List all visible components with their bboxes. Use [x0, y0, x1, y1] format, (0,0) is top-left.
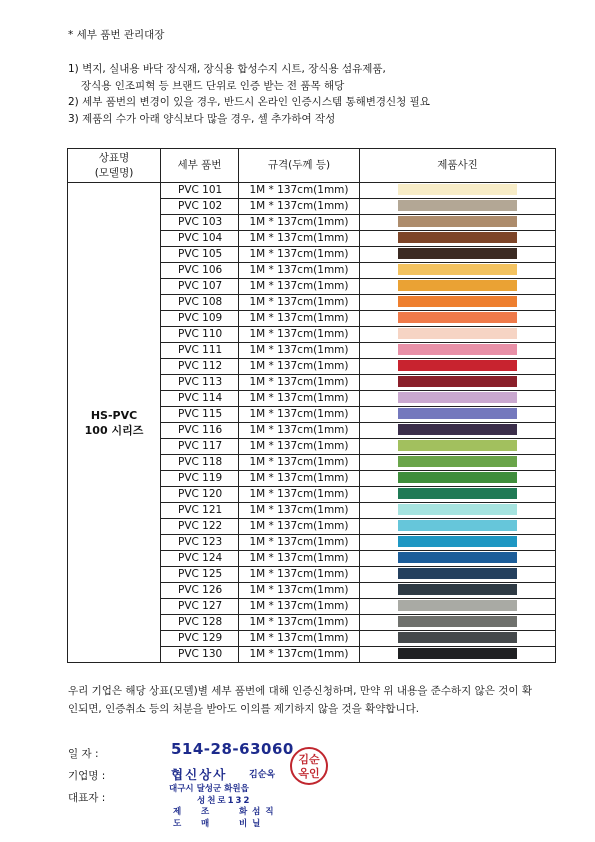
color-swatch — [398, 456, 517, 467]
product-table — [67, 148, 556, 663]
item-code-cell: PVC 110 — [161, 327, 239, 343]
color-swatch — [398, 536, 517, 547]
item-code-cell: PVC 130 — [161, 647, 239, 663]
note-3: 3) 제품의 수가 아래 양식보다 많을 경우, 셀 추가하여 작성 — [68, 112, 336, 125]
color-swatch — [398, 472, 517, 483]
header-brand-line1: 상표명 — [98, 151, 130, 164]
photo-cell — [360, 567, 556, 583]
stamp-business-type-row1 — [173, 805, 299, 817]
photo-cell — [360, 215, 556, 231]
stamp-address-line1: 대구시 달성군 화원읍 — [169, 784, 249, 794]
brand-name-line1: HS-PVC — [90, 408, 138, 422]
photo-cell — [360, 503, 556, 519]
photo-cell — [360, 231, 556, 247]
item-code-cell: PVC 123 — [161, 535, 239, 551]
stamp-type2-b: 매 — [201, 819, 211, 829]
photo-cell — [360, 279, 556, 295]
photo-cell — [360, 391, 556, 407]
spec-cell: 1M * 137cm(1mm) — [239, 343, 360, 359]
photo-cell — [360, 439, 556, 455]
color-swatch — [398, 520, 517, 531]
spec-cell: 1M * 137cm(1mm) — [239, 423, 360, 439]
spec-cell: 1M * 137cm(1mm) — [239, 279, 360, 295]
representative-seal — [290, 747, 328, 785]
item-code-cell: PVC 125 — [161, 567, 239, 583]
seal-line1: 김순 — [298, 753, 320, 766]
note-1: 1) 벽지, 실내용 바닥 장식재, 장식용 합성수지 시트, 장식용 섬유제품, — [68, 63, 386, 75]
seal-line2: 옥인 — [298, 767, 320, 780]
representative-label: 대표자 : — [68, 792, 106, 804]
photo-cell — [360, 263, 556, 279]
color-swatch — [398, 344, 517, 355]
item-code-cell: PVC 122 — [161, 519, 239, 535]
color-swatch — [398, 296, 517, 307]
color-swatch — [398, 552, 517, 563]
photo-cell — [360, 295, 556, 311]
photo-cell — [360, 423, 556, 439]
photo-cell — [360, 535, 556, 551]
item-code-cell: PVC 111 — [161, 343, 239, 359]
color-swatch — [398, 184, 517, 195]
spec-cell: 1M * 137cm(1mm) — [239, 583, 360, 599]
item-code-cell: PVC 104 — [161, 231, 239, 247]
item-code-cell: PVC 115 — [161, 407, 239, 423]
spec-cell: 1M * 137cm(1mm) — [239, 263, 360, 279]
color-swatch — [398, 264, 517, 275]
photo-cell — [360, 311, 556, 327]
spec-cell: 1M * 137cm(1mm) — [239, 215, 360, 231]
item-code-cell: PVC 129 — [161, 631, 239, 647]
color-swatch — [398, 216, 517, 227]
spec-cell: 1M * 137cm(1mm) — [239, 519, 360, 535]
item-code-cell: PVC 117 — [161, 439, 239, 455]
signature-labels — [68, 743, 105, 809]
item-code-cell: PVC 106 — [161, 263, 239, 279]
spec-cell: 1M * 137cm(1mm) — [239, 407, 360, 423]
photo-cell — [360, 183, 556, 199]
stamp-representative: 김순옥 — [249, 770, 276, 780]
item-code-cell: PVC 121 — [161, 503, 239, 519]
color-swatch — [398, 632, 517, 643]
photo-cell — [360, 615, 556, 631]
item-code-cell: PVC 120 — [161, 487, 239, 503]
item-code-cell: PVC 105 — [161, 247, 239, 263]
stamp-business-number: 514-28-63060 — [171, 740, 294, 758]
item-code-cell: PVC 126 — [161, 583, 239, 599]
item-code-cell: PVC 128 — [161, 615, 239, 631]
spec-cell: 1M * 137cm(1mm) — [239, 359, 360, 375]
color-swatch — [398, 440, 517, 451]
note-1-continued: 장식용 인조피혁 등 브랜드 단위로 인증 받는 전 품목 해당 — [81, 79, 345, 92]
color-swatch — [398, 248, 517, 259]
color-swatch — [398, 616, 517, 627]
item-code-cell: PVC 109 — [161, 311, 239, 327]
header-brand-line2: (모델명) — [94, 166, 134, 179]
spec-cell: 1M * 137cm(1mm) — [239, 487, 360, 503]
stamp-address-line2: 성천로132 — [197, 796, 252, 806]
spec-cell: 1M * 137cm(1mm) — [239, 183, 360, 199]
color-swatch — [398, 488, 517, 499]
photo-cell — [360, 343, 556, 359]
header-brand — [68, 149, 161, 183]
spec-cell: 1M * 137cm(1mm) — [239, 535, 360, 551]
document-title: * 세부 품번 관리대장 — [68, 29, 165, 41]
item-code-cell: PVC 114 — [161, 391, 239, 407]
stamp-company-name: 협신상사 — [171, 767, 228, 782]
photo-cell — [360, 247, 556, 263]
item-code-cell: PVC 101 — [161, 183, 239, 199]
color-swatch — [398, 328, 517, 339]
spec-cell: 1M * 137cm(1mm) — [239, 615, 360, 631]
color-swatch — [398, 424, 517, 435]
table-body — [68, 183, 556, 663]
color-swatch — [398, 312, 517, 323]
spec-cell: 1M * 137cm(1mm) — [239, 295, 360, 311]
spec-cell: 1M * 137cm(1mm) — [239, 455, 360, 471]
item-code-cell: PVC 103 — [161, 215, 239, 231]
color-swatch — [398, 360, 517, 371]
photo-cell — [360, 455, 556, 471]
photo-cell — [360, 327, 556, 343]
date-label: 일 자 : — [68, 748, 99, 760]
item-code-cell: PVC 127 — [161, 599, 239, 615]
item-code-cell: PVC 102 — [161, 199, 239, 215]
photo-cell — [360, 471, 556, 487]
item-code-cell: PVC 118 — [161, 455, 239, 471]
header-photo: 제품사진 — [360, 149, 556, 183]
item-code-cell: PVC 113 — [161, 375, 239, 391]
stamp-type1-c: 화 섬 직 — [239, 807, 275, 817]
color-swatch — [398, 568, 517, 579]
header-item: 세부 품번 — [161, 149, 239, 183]
photo-cell — [360, 551, 556, 567]
spec-cell: 1M * 137cm(1mm) — [239, 631, 360, 647]
color-swatch — [398, 648, 517, 659]
stamp-type2-a: 도 — [173, 819, 183, 829]
spec-cell: 1M * 137cm(1mm) — [239, 391, 360, 407]
photo-cell — [360, 487, 556, 503]
item-code-cell: PVC 112 — [161, 359, 239, 375]
table-header-row — [68, 149, 556, 183]
declaration-text: 우리 기업은 해당 상표(모델)별 세부 품번에 대해 인증신청하며, 만약 위 내용을 준수하지 않은 것이 확인되면, 인증취소 등의 처분을 받아도 이의를 제기하지 않을 것을 확약합니다. — [68, 685, 532, 715]
photo-cell — [360, 647, 556, 663]
spec-cell: 1M * 137cm(1mm) — [239, 503, 360, 519]
spec-cell: 1M * 137cm(1mm) — [239, 199, 360, 215]
header-spec: 규격(두께 등) — [239, 149, 360, 183]
item-code-cell: PVC 119 — [161, 471, 239, 487]
stamp-type1-a: 제 — [173, 807, 183, 817]
photo-cell — [360, 631, 556, 647]
color-swatch — [398, 232, 517, 243]
brand-cell — [68, 183, 161, 663]
photo-cell — [360, 199, 556, 215]
spec-cell: 1M * 137cm(1mm) — [239, 247, 360, 263]
spec-cell: 1M * 137cm(1mm) — [239, 439, 360, 455]
spec-cell: 1M * 137cm(1mm) — [239, 647, 360, 663]
brand-name-line2: 100 시리즈 — [84, 423, 144, 437]
photo-cell — [360, 407, 556, 423]
spec-cell: 1M * 137cm(1mm) — [239, 231, 360, 247]
spec-cell: 1M * 137cm(1mm) — [239, 599, 360, 615]
spec-cell: 1M * 137cm(1mm) — [239, 567, 360, 583]
spec-cell: 1M * 137cm(1mm) — [239, 375, 360, 391]
color-swatch — [398, 600, 517, 611]
note-2: 2) 세부 품번의 변경이 있을 경우, 반드시 온라인 인증시스템 통해변경신청 필요 — [68, 96, 430, 108]
item-code-cell: PVC 116 — [161, 423, 239, 439]
stamp-type1-b: 조 — [201, 807, 211, 817]
item-code-cell: PVC 124 — [161, 551, 239, 567]
spec-cell: 1M * 137cm(1mm) — [239, 471, 360, 487]
photo-cell — [360, 359, 556, 375]
color-swatch — [398, 584, 517, 595]
company-label: 기업명 : — [68, 770, 106, 782]
spec-cell: 1M * 137cm(1mm) — [239, 311, 360, 327]
color-swatch — [398, 200, 517, 211]
photo-cell — [360, 519, 556, 535]
notes — [68, 61, 430, 127]
photo-cell — [360, 583, 556, 599]
color-swatch — [398, 408, 517, 419]
color-swatch — [398, 280, 517, 291]
table-row — [68, 183, 556, 199]
color-swatch — [398, 504, 517, 515]
photo-cell — [360, 599, 556, 615]
stamp-business-type-row2 — [173, 817, 299, 829]
item-code-cell: PVC 108 — [161, 295, 239, 311]
photo-cell — [360, 375, 556, 391]
spec-cell: 1M * 137cm(1mm) — [239, 327, 360, 343]
item-code-cell: PVC 107 — [161, 279, 239, 295]
spec-cell: 1M * 137cm(1mm) — [239, 551, 360, 567]
stamp-type2-c: 비 닐 — [239, 819, 262, 829]
color-swatch — [398, 376, 517, 387]
color-swatch — [398, 392, 517, 403]
